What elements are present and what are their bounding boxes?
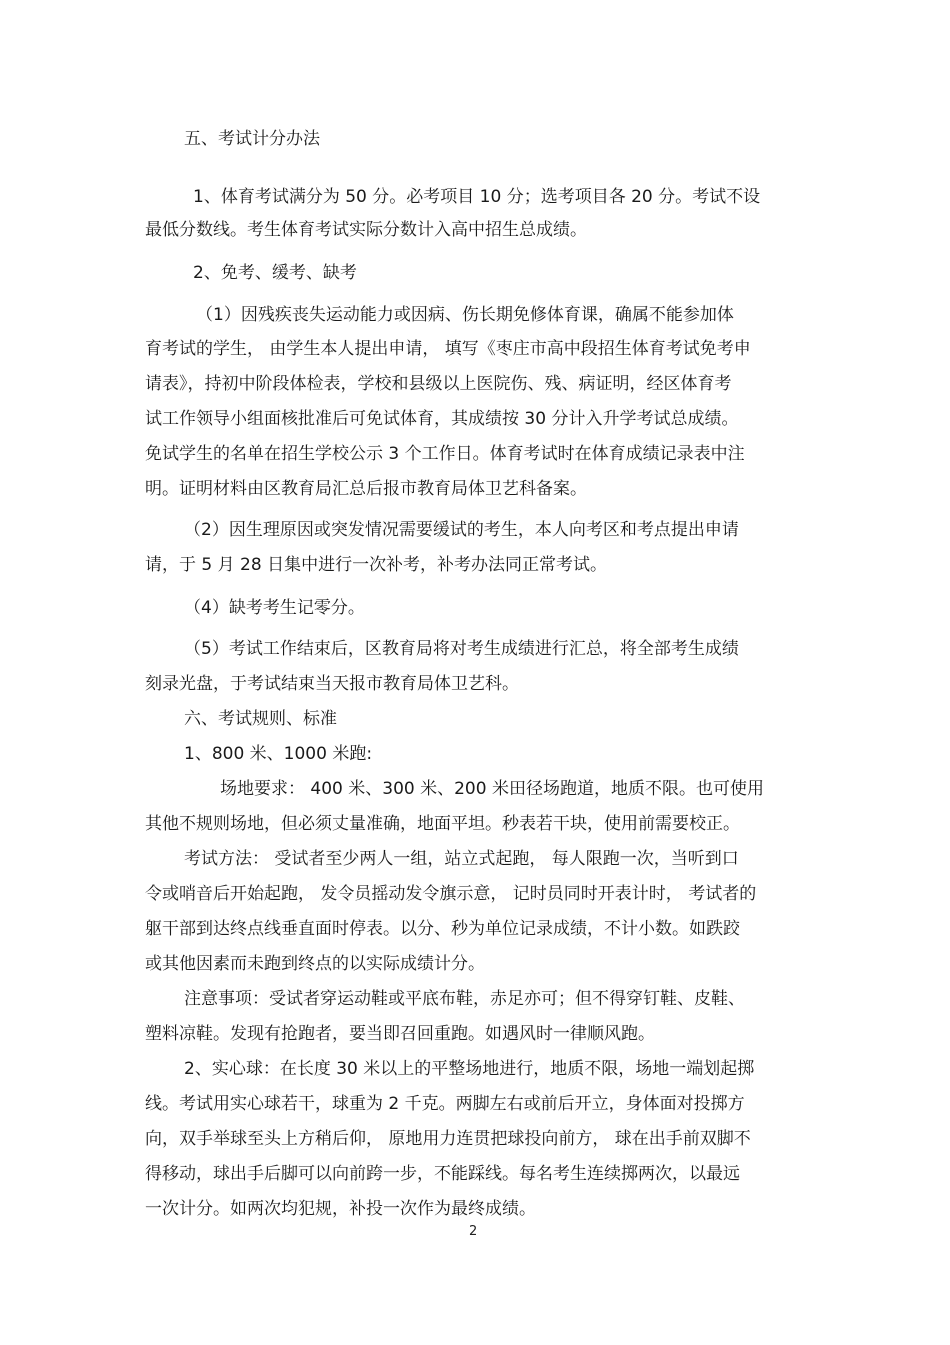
subsection-heading-exemption: 2、免考、缓考、缺考	[193, 263, 357, 283]
paragraph-line: 得移动，球出手后脚可以向前跨一步，不能踩线。每名考生连续掷两次，以最远	[145, 1164, 740, 1184]
paragraph-line: （5）考试工作结束后，区教育局将对考生成绩进行汇总，将全部考生成绩	[184, 639, 739, 659]
paragraph-line: 躯干部到达终点线垂直面时停表。以分、秒为单位记录成绩，不计小数。如跌跤	[145, 919, 740, 939]
paragraph-line: 请表》，持初中阶段体检表，学校和县级以上医院伤、残、病证明，经区体育考	[145, 374, 732, 394]
paragraph-line: 明。证明材料由区教育局汇总后报市教育局体卫艺科备案。	[145, 479, 587, 499]
section-heading-scoring: 五、考试计分办法	[184, 129, 320, 149]
paragraph-line: 令或哨音后开始起跑， 发令员摇动发令旗示意， 记时员同时开表计时， 考试者的	[145, 884, 757, 904]
paragraph-line: 考试方法： 受试者至少两人一组，站立式起跑， 每人限跑一次，当听到口	[184, 849, 739, 869]
page-number: 2	[469, 1224, 478, 1239]
item-title-running: 1、800 米、1000 米跑:	[184, 744, 373, 764]
paragraph-line: 其他不规则场地，但必须丈量准确，地面平坦。秒表若干块，使用前需要校正。	[145, 814, 740, 834]
paragraph-line: 注意事项：受试者穿运动鞋或平底布鞋，赤足亦可；但不得穿钉鞋、皮鞋、	[184, 989, 745, 1009]
paragraph-line: 塑料凉鞋。发现有抢跑者，要当即召回重跑。如遇风时一律顺风跑。	[145, 1024, 655, 1044]
paragraph-line: （1）因残疾丧失运动能力或因病、伤长期免修体育课，确属不能参加体	[196, 305, 734, 325]
paragraph-line: （4）缺考考生记零分。	[184, 598, 365, 618]
paragraph-line: 一次计分。如两次均犯规，补投一次作为最终成绩。	[145, 1199, 536, 1219]
paragraph-line: 试工作领导小组面核批准后可免试体育，其成绩按 30 分计入升学考试总成绩。	[145, 409, 739, 429]
paragraph-line: 最低分数线。考生体育考试实际分数计入高中招生总成绩。	[145, 220, 587, 240]
paragraph-line: 2、实心球：在长度 30 米以上的平整场地进行，地质不限，场地一端划起掷	[184, 1059, 755, 1079]
paragraph-line: 场地要求： 400 米、300 米、200 米田径场跑道，地质不限。也可使用	[220, 779, 764, 799]
paragraph-line: 刻录光盘，于考试结束当天报市教育局体卫艺科。	[145, 674, 519, 694]
paragraph-line: 向，双手举球至头上方稍后仰， 原地用力连贯把球投向前方， 球在出手前双脚不	[145, 1129, 751, 1149]
paragraph-line: 1、体育考试满分为 50 分。必考项目 10 分；选考项目各 20 分。考试不设	[193, 187, 761, 207]
paragraph-line: 请，于 5 月 28 日集中进行一次补考，补考办法同正常考试。	[145, 555, 608, 575]
paragraph-line: 线。考试用实心球若干，球重为 2 千克。两脚左右或前后开立，身体面对投掷方	[145, 1094, 745, 1114]
paragraph-line: 或其他因素而未跑到终点的以实际成绩计分。	[145, 954, 485, 974]
section-heading-rules: 六、考试规则、标准	[184, 709, 337, 729]
paragraph-line: 育考试的学生， 由学生本人提出申请， 填写《枣庄市高中段招生体育考试免考申	[145, 339, 751, 359]
paragraph-line: （2）因生理原因或突发情况需要缓试的考生，本人向考区和考点提出申请	[184, 520, 739, 540]
paragraph-line: 免试学生的名单在招生学校公示 3 个工作日。体育考试时在体育成绩记录表中注	[145, 444, 745, 464]
